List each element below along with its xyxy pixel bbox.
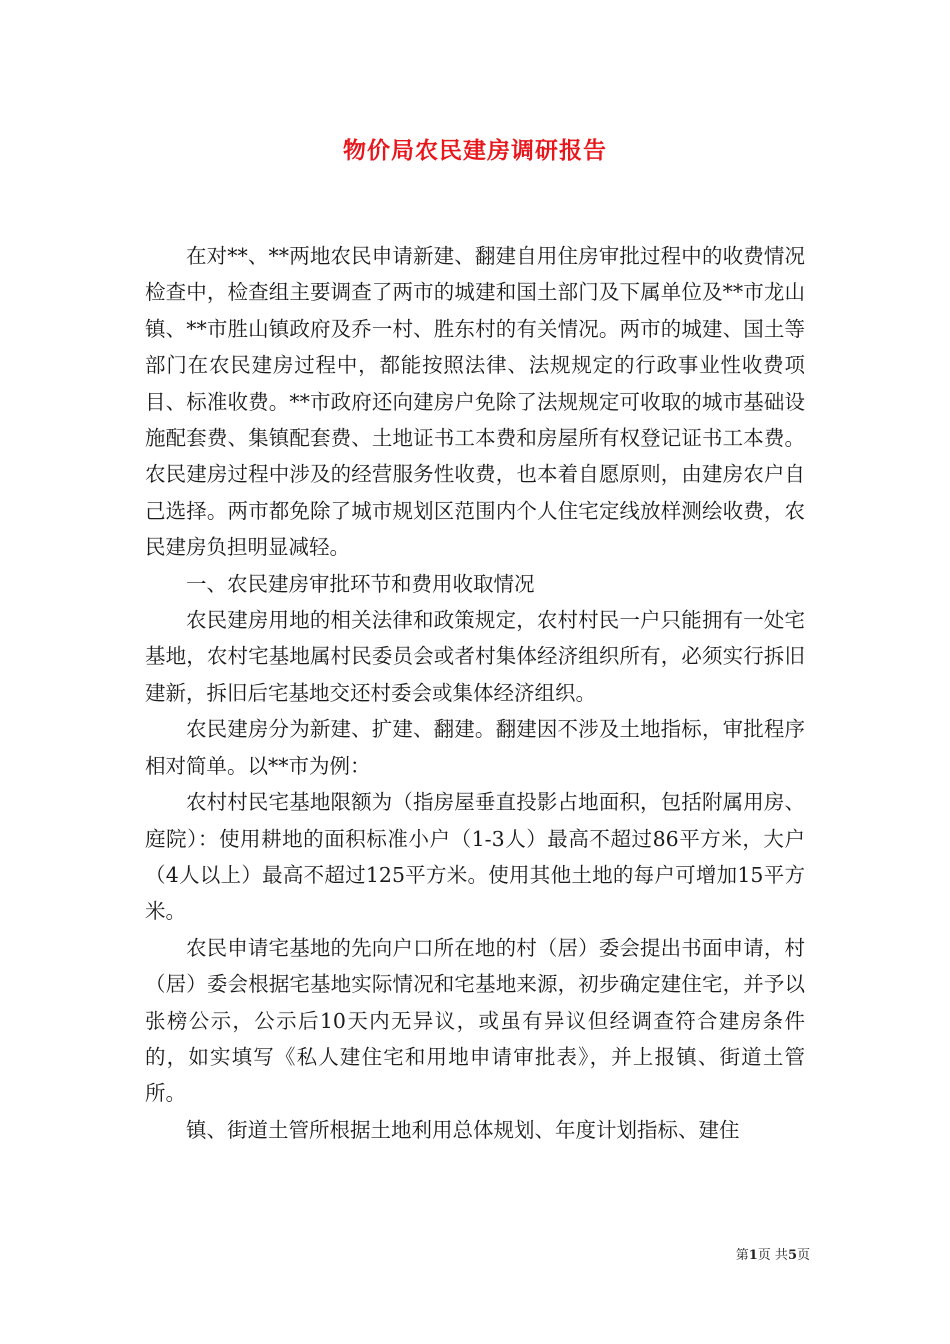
footer-total-pages: 5 bbox=[787, 1248, 797, 1263]
paragraph-land-limits: 农村村民宅基地限额为（指房屋垂直投影占地面积，包括附属用房、庭院）：使用耕地的面积标准小户（1-3人）最高不超过86平方米，大户（4人以上）最高不超过125平方米。使用其他土地的每户可增加15平方米。 bbox=[145, 790, 805, 924]
page-footer bbox=[736, 1244, 810, 1263]
section-heading-1: 一、农民建房审批环节和费用收取情况 bbox=[186, 571, 535, 596]
paragraph-intro: 在对**、**两地农民申请新建、翻建自用住房审批过程中的收费情况检查中，检查组主要调查了两市的城建和国土部门及下属单位及**市龙山镇、**市胜山镇政府及乔一村、胜东村的有关情况。两市的城建、国土等部门在农民建房过程中，都能按照法律、法规规定的行政事业性收费项目、标准收费。**市政府还向建房户免除了法规规定可收取的城市基础设施配套费、集镇配套费、土地证书工本费和房屋所有权登记证书工本费。农民建房过程中涉及的经营服务性收费，也本着自愿原则，由建房农户自己选择。两市都免除了城市规划区范围内个人住宅定线放样测绘收费，农民建房负担明显减轻。 bbox=[145, 244, 805, 560]
footer-page-number: 1 bbox=[748, 1248, 758, 1263]
document-title: 物价局农民建房调研报告 bbox=[343, 137, 607, 164]
footer-middle: 页 共 bbox=[757, 1248, 788, 1263]
paragraph-build-types: 农民建房分为新建、扩建、翻建。翻建因不涉及土地指标，审批程序相对简单。以**市为例： bbox=[145, 717, 805, 778]
paragraph-application: 农民申请宅基地的先向户口所在地的村（居）委会提出书面申请，村（居）委会根据宅基地实际情况和宅基地来源，初步确定建住宅，并予以张榜公示，公示后10天内无异议，或虽有异议但经调查符合建房条件的，如实填写《私人建住宅和用地申请审批表》，并上报镇、街道土管所。 bbox=[145, 935, 805, 1106]
document-body bbox=[145, 238, 805, 1148]
paragraph-land-policy: 农民建房用地的相关法律和政策规定，农村村民一户只能拥有一处宅基地，农村宅基地属村民委员会或者村集体经济组织所有，必须实行拆旧建新，拆旧后宅基地交还村委会或集体经济组织。 bbox=[145, 608, 805, 705]
paragraph-land-office: 镇、街道土管所根据土地利用总体规划、年度计划指标、建住 bbox=[186, 1117, 740, 1142]
footer-suffix: 页 bbox=[796, 1248, 810, 1263]
footer-prefix: 第 bbox=[735, 1248, 749, 1263]
